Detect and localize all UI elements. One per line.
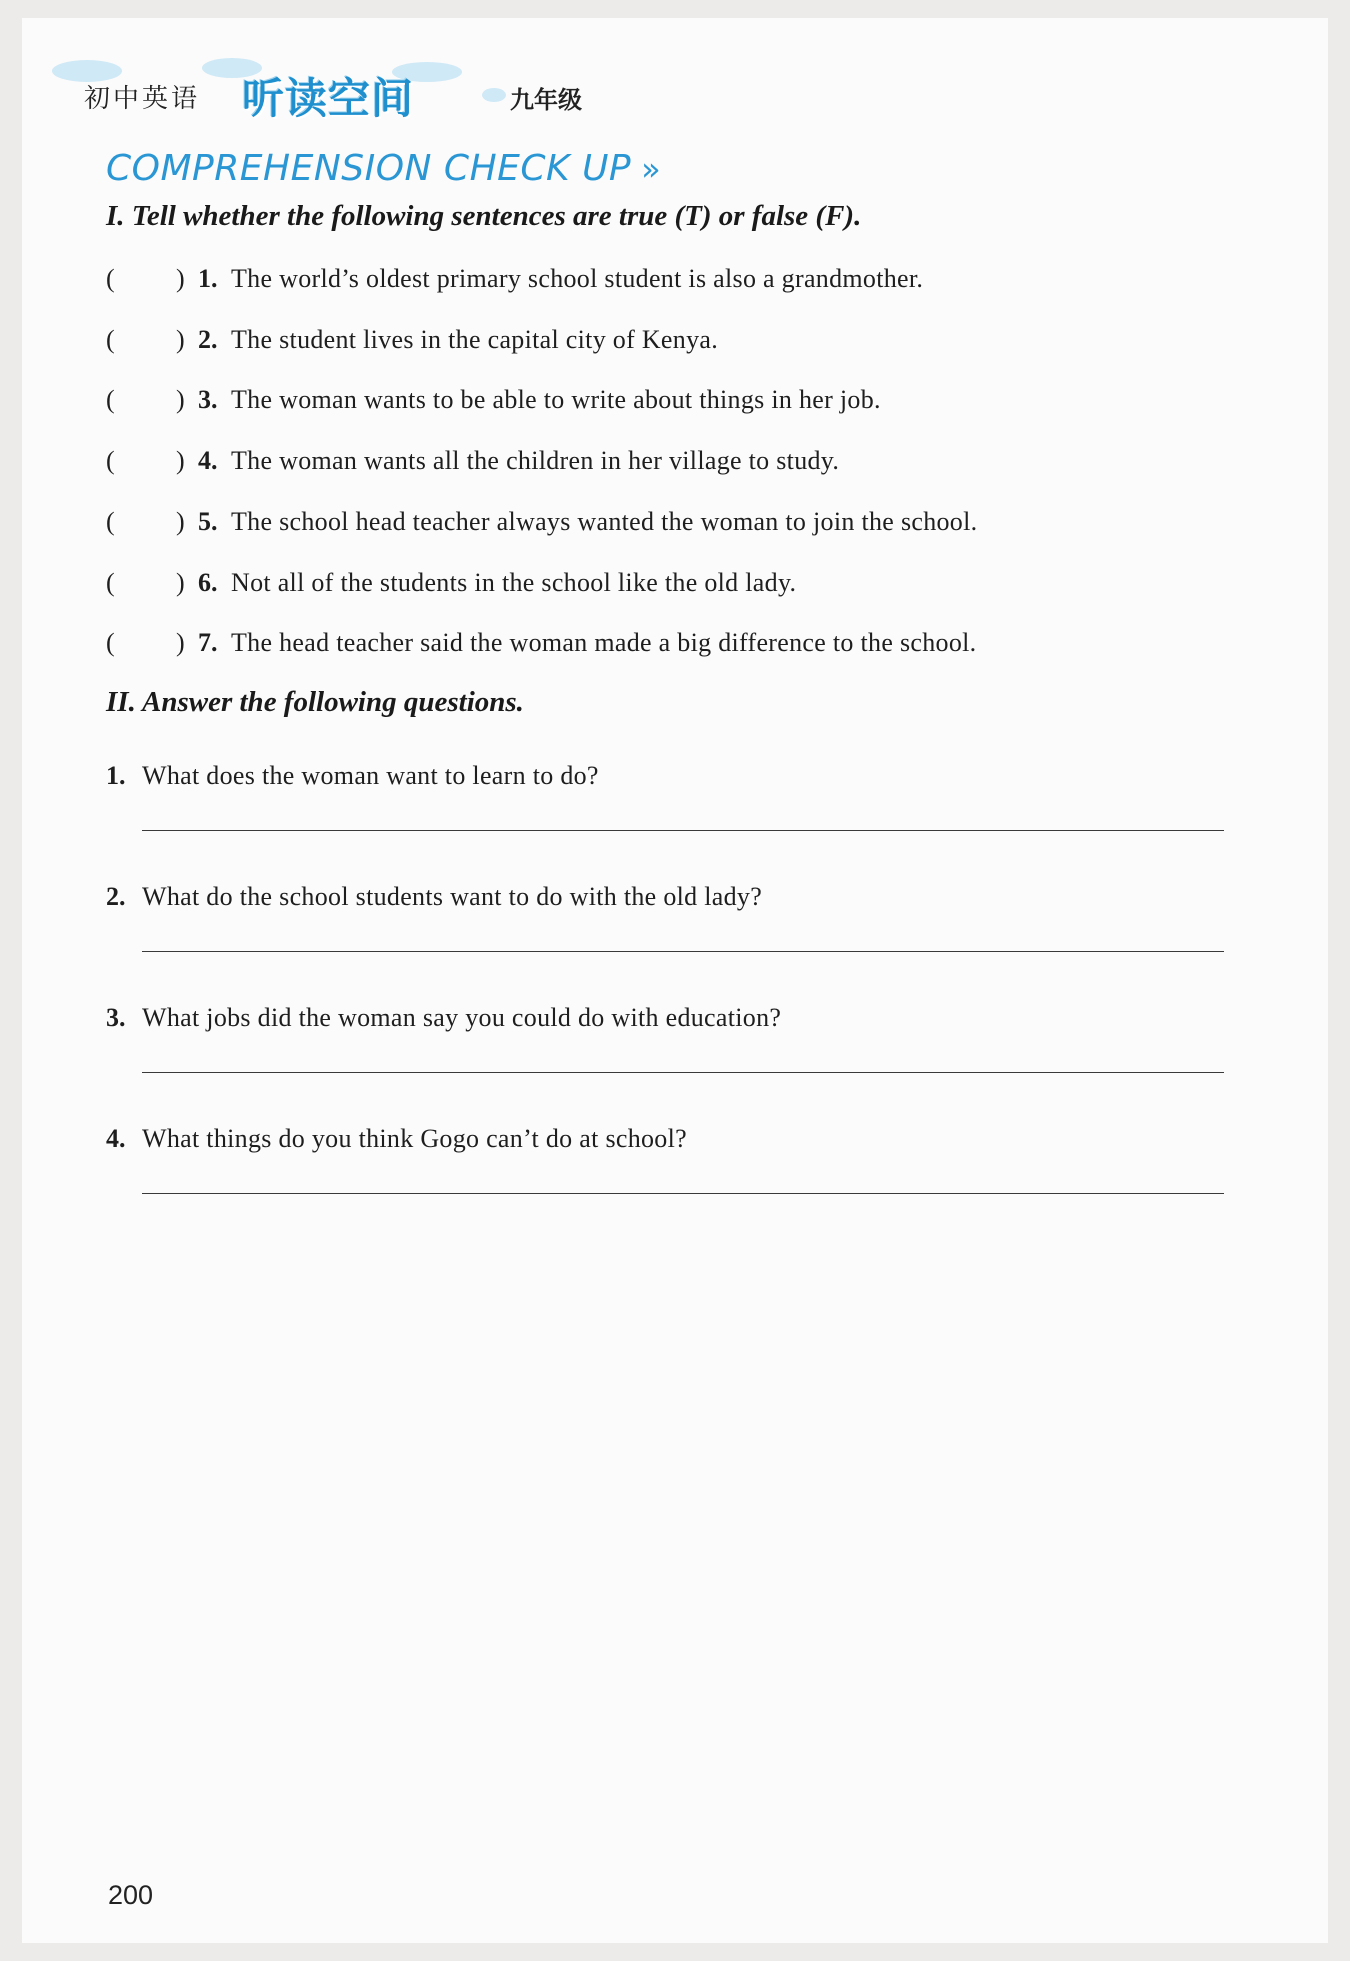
worksheet-page [22,18,1328,1943]
tf-item [106,446,1206,482]
question-text: What does the woman want to learn to do? [142,761,599,790]
item-statement: The school head teacher always wanted the woman to join the school. [231,507,978,536]
item-number: 3. [198,385,218,414]
series-label: 初中英语 [84,84,201,114]
item-statement: Not all of the students in the school like the old lady. [231,568,797,597]
item-number: 4. [198,446,218,475]
tf-item [106,325,1206,361]
item-statement: The head teacher said the woman made a big difference to the school. [231,628,977,657]
question-number: 2. [106,882,126,911]
question-item [106,761,1256,871]
section-title [106,148,661,189]
answer-blank-close: ) [176,507,185,536]
item-number: 1. [198,264,218,293]
item-statement: The student lives in the capital city of Kenya. [231,325,719,354]
tf-item [106,568,1206,604]
answer-line[interactable] [142,1193,1224,1194]
answer-blank-close: ) [176,568,185,597]
item-statement: The world’s oldest primary school student is also a grandmother. [231,264,924,293]
page-number: 200 [108,1880,154,1910]
grade-label: 九年级 [510,86,582,114]
question-number: 3. [106,1003,126,1032]
question-text: What do the school students want to do with the old lady? [142,882,763,911]
tf-item [106,385,1206,421]
answer-blank-close: ) [176,264,185,293]
question-item [106,882,1256,992]
tf-item [106,507,1206,543]
item-number: 7. [198,628,218,657]
question-text: What things do you think Gogo can’t do at school? [142,1124,687,1153]
part2-heading: II. Answer the following questions. [106,686,524,718]
answer-line[interactable] [142,951,1224,952]
answer-blank-close: ) [176,628,185,657]
question-text: What jobs did the woman say you could do with education? [142,1003,782,1032]
question-item [106,1003,1256,1113]
answer-blank-close: ) [176,325,185,354]
answer-blank-close: ) [176,446,185,475]
item-number: 2. [198,325,218,354]
section-title-text: COMPREHENSION CHECK UP [106,148,632,189]
answer-blank-close: ) [176,385,185,414]
answer-blank-open[interactable]: ( [106,385,115,414]
answer-blank-open[interactable]: ( [106,446,115,475]
grade-dot-icon [482,88,506,102]
tf-item [106,628,1206,664]
answer-blank-open[interactable]: ( [106,325,115,354]
part1-heading: I. Tell whether the following sentences are true (T) or false (F). [106,200,862,232]
page-header [62,58,662,128]
item-statement: The woman wants to be able to write about things in her job. [231,385,881,414]
tf-item [106,264,1206,300]
answer-blank-open[interactable]: ( [106,264,115,293]
item-number: 6. [198,568,218,597]
answer-line[interactable] [142,1072,1224,1073]
question-number: 1. [106,761,126,790]
item-number: 5. [198,507,218,536]
answer-line[interactable] [142,830,1224,831]
item-statement: The woman wants all the children in her village to study. [231,446,840,475]
question-number: 4. [106,1124,126,1153]
double-chevron-right-icon: » [641,150,662,188]
question-item [106,1124,1256,1234]
answer-blank-open[interactable]: ( [106,568,115,597]
answer-blank-open[interactable]: ( [106,628,115,657]
answer-blank-open[interactable]: ( [106,507,115,536]
brand-title: 听读空间 [242,74,415,123]
